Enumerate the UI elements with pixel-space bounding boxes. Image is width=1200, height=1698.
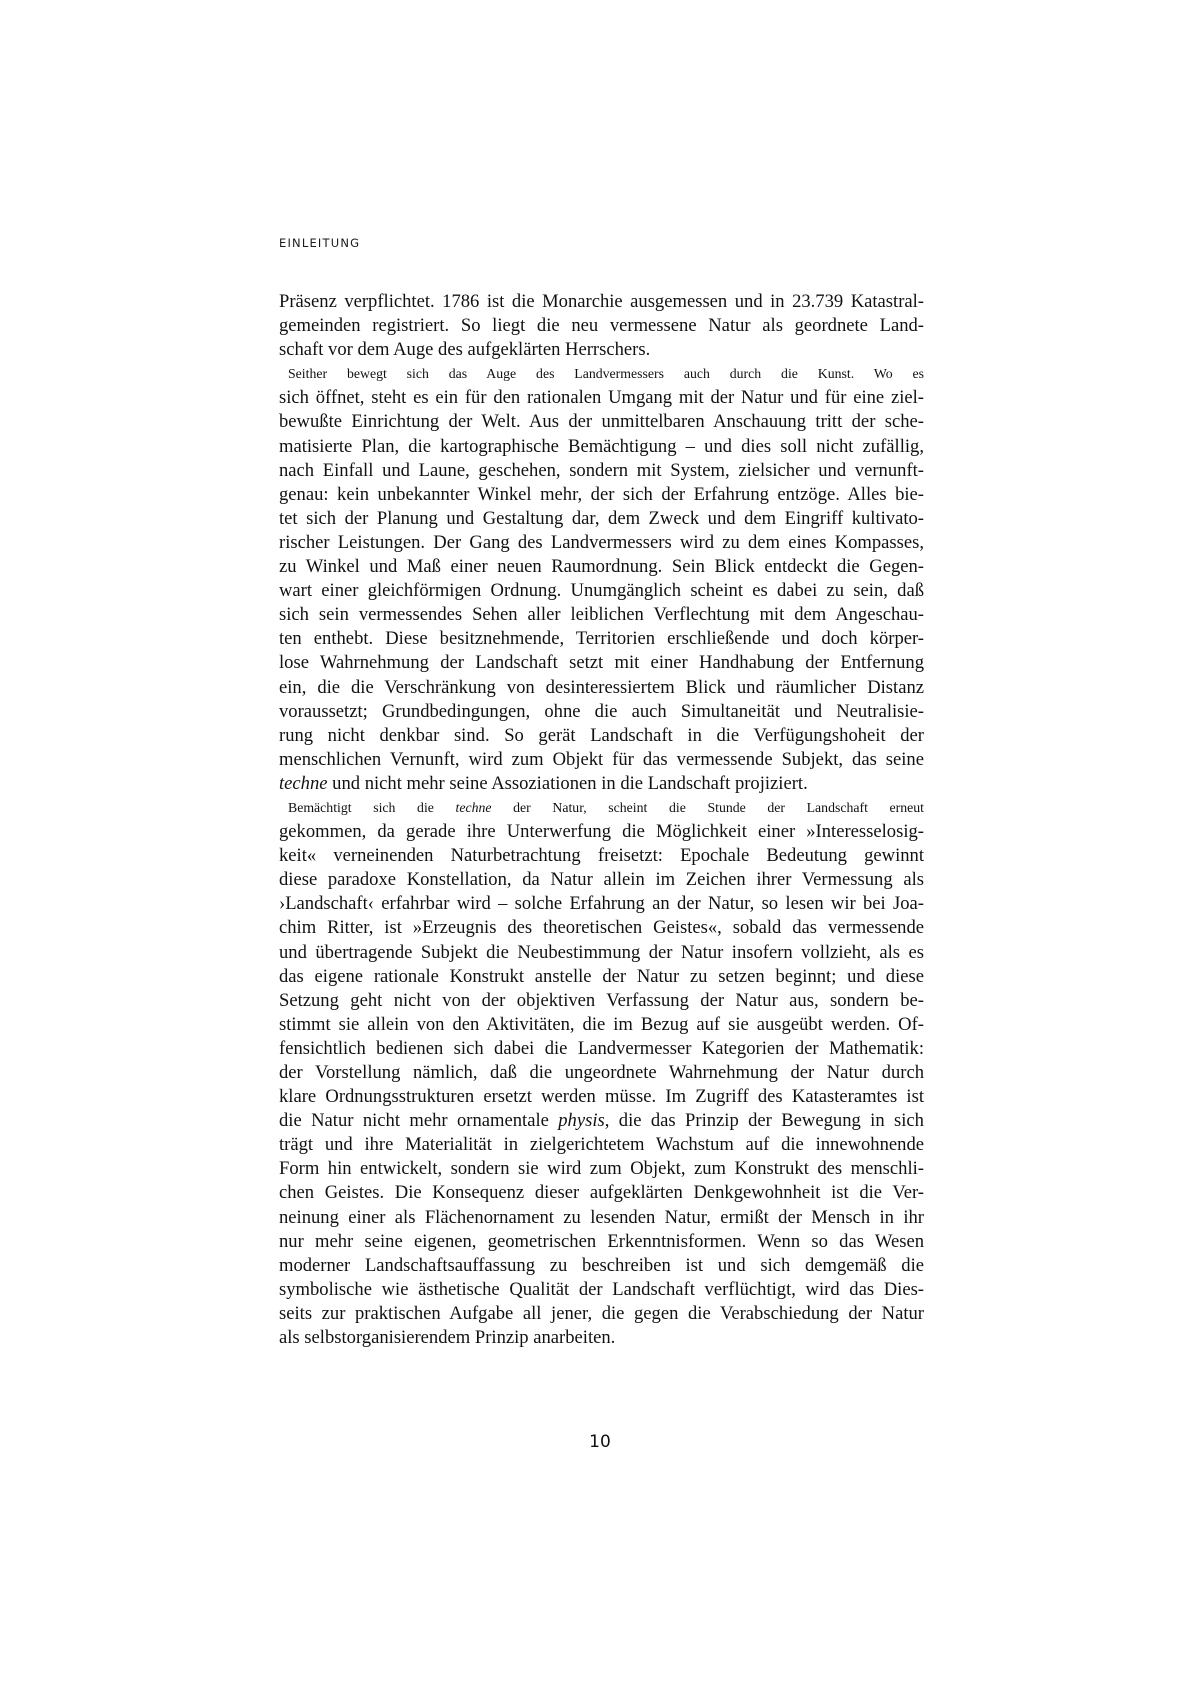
text-line: nur mehr seine eigenen, geometrischen Erkenntnisformen. Wenn so das Wesen bbox=[279, 1230, 924, 1252]
text-line: gemeinden registriert. So liegt die neu vermessene Natur als geordnete Land- bbox=[279, 315, 924, 337]
text-line: voraussetzt; Grundbedingungen, ohne die auch Simultaneität und Neutralisie- bbox=[279, 700, 924, 722]
text-line: die Natur nicht mehr ornamentale physis, die das Prinzip der Bewegung in sich bbox=[279, 1110, 924, 1132]
text-line: als selbstorganisierendem Prinzip anarbeiten. bbox=[279, 1327, 616, 1349]
text-line: menschlichen Vernunft, wird zum Objekt für das vermessende Subjekt, das seine bbox=[279, 748, 924, 770]
body-text bbox=[279, 290, 924, 1350]
text-line: schaft vor dem Auge des aufgeklärten Herrschers. bbox=[279, 339, 651, 361]
text-line: diese paradoxe Konstellation, da Natur allein im Zeichen ihrer Vermessung als bbox=[279, 869, 924, 891]
text-line: der Vorstellung nämlich, daß die ungeordnete Wahrnehmung der Natur durch bbox=[279, 1062, 924, 1083]
text-line: und übertragende Subjekt die Neubestimmung der Natur insofern vollzieht, als es bbox=[279, 941, 924, 963]
text-line: keit« verneinenden Naturbetrachtung freisetzt: Epochale Bedeutung gewinnt bbox=[279, 845, 924, 867]
text-line: chim Ritter, ist »Erzeugnis des theoretischen Geistes«, sobald das vermessende bbox=[279, 917, 924, 939]
text-line: Setzung geht nicht von der objektiven Verfassung der Natur aus, sondern be- bbox=[279, 989, 924, 1011]
text-line: klare Ordnungsstrukturen ersetzt werden müsse. Im Zugriff des Katasteramtes ist bbox=[279, 1086, 924, 1108]
text-line: sich öffnet, steht es ein für den rationalen Umgang mit der Natur und für eine ziel- bbox=[279, 387, 924, 409]
text-line: symbolische wie ästhetische Qualität der Landschaft verflüchtigt, wird das Dies- bbox=[279, 1278, 924, 1300]
text-line: Bemächtigt sich die techne der Natur, scheint die Stunde der Landschaft erneut bbox=[288, 799, 924, 815]
text-line: wart einer gleichförmigen Ordnung. Unumgänglich scheint es dabei zu sein, daß bbox=[279, 580, 924, 602]
text-line: gekommen, da gerade ihre Unterwerfung die Möglichkeit einer »Interesselosig- bbox=[279, 821, 924, 843]
text-line: zu Winkel und Maß einer neuen Raumordnung. Sein Blick entdeckt die Gegen- bbox=[279, 556, 924, 578]
text-line: stimmt sie allein von den Aktivitäten, die im Bezug auf sie ausgeübt werden. Of- bbox=[279, 1013, 924, 1035]
text-line: ›Landschaft‹ erfahrbar wird – solche Erfahrung an der Natur, so lesen wir bei Joa- bbox=[279, 893, 924, 915]
paragraph bbox=[279, 796, 924, 1350]
text-line: trägt und ihre Materialität in zielgerichtetem Wachstum auf die innewohnende bbox=[279, 1134, 924, 1156]
text-line: bewußte Einrichtung der Welt. Aus der unmittelbaren Anschauung tritt der sche- bbox=[279, 411, 924, 433]
text-line: tet sich der Planung und Gestaltung dar, dem Zweck und dem Eingriff kultivato- bbox=[279, 507, 924, 529]
text-line: das eigene rationale Konstrukt anstelle der Natur zu setzen beginnt; und diese bbox=[279, 965, 924, 987]
text-line: Präsenz verpflichtet. 1786 ist die Monarchie ausgemessen und in 23.739 Katastral- bbox=[279, 291, 924, 312]
text-line: fensichtlich bedienen sich dabei die Landvermesser Kategorien der Mathematik: bbox=[279, 1037, 924, 1059]
page-number: 10 bbox=[589, 1432, 611, 1452]
text-line: rung nicht denkbar sind. So gerät Landschaft in die Verfügungshoheit der bbox=[279, 724, 924, 746]
text-line: matisierte Plan, die kartographische Bemächtigung – und dies soll nicht zufällig, bbox=[279, 435, 924, 457]
running-head: EINLEITUNG bbox=[279, 236, 361, 250]
text-line: neinung einer als Flächenornament zu lesenden Natur, ermißt der Mensch in ihr bbox=[279, 1206, 924, 1228]
paragraph bbox=[279, 362, 924, 796]
text-line: seits zur praktischen Aufgabe all jener, die gegen die Verabschiedung der Natur bbox=[279, 1302, 924, 1324]
text-line: genau: kein unbekannter Winkel mehr, der sich der Erfahrung entzöge. Alles bie- bbox=[279, 483, 924, 505]
text-line: sich sein vermessendes Sehen aller leiblichen Verflechtung mit dem Angeschau- bbox=[279, 604, 924, 626]
text-line: ten enthebt. Diese besitznehmende, Territorien erschließende und doch körper- bbox=[279, 628, 924, 650]
paragraph bbox=[279, 290, 924, 362]
text-line: ein, die die Verschränkung von desinteressiertem Blick und räumlicher Distanz bbox=[279, 676, 924, 698]
text-line: Seither bewegt sich das Auge des Landvermessers auch durch die Kunst. Wo es bbox=[288, 366, 924, 382]
text-line: moderner Landschaftsauffassung zu beschreiben ist und sich demgemäß die bbox=[279, 1254, 924, 1276]
text-line: nach Einfall und Laune, geschehen, sondern mit System, zielsicher und vernunft- bbox=[279, 459, 924, 481]
text-line: rischer Leistungen. Der Gang des Landvermessers wird zu dem eines Kompasses, bbox=[279, 531, 924, 553]
text-line: techne und nicht mehr seine Assoziationen in die Landschaft projiziert. bbox=[279, 772, 808, 794]
text-line: chen Geistes. Die Konsequenz dieser aufgeklärten Denkgewohnheit ist die Ver- bbox=[279, 1182, 924, 1204]
text-line: lose Wahrnehmung der Landschaft setzt mit einer Handhabung der Entfernung bbox=[279, 652, 924, 674]
text-line: Form hin entwickelt, sondern sie wird zum Objekt, zum Konstrukt des menschli- bbox=[279, 1158, 924, 1180]
